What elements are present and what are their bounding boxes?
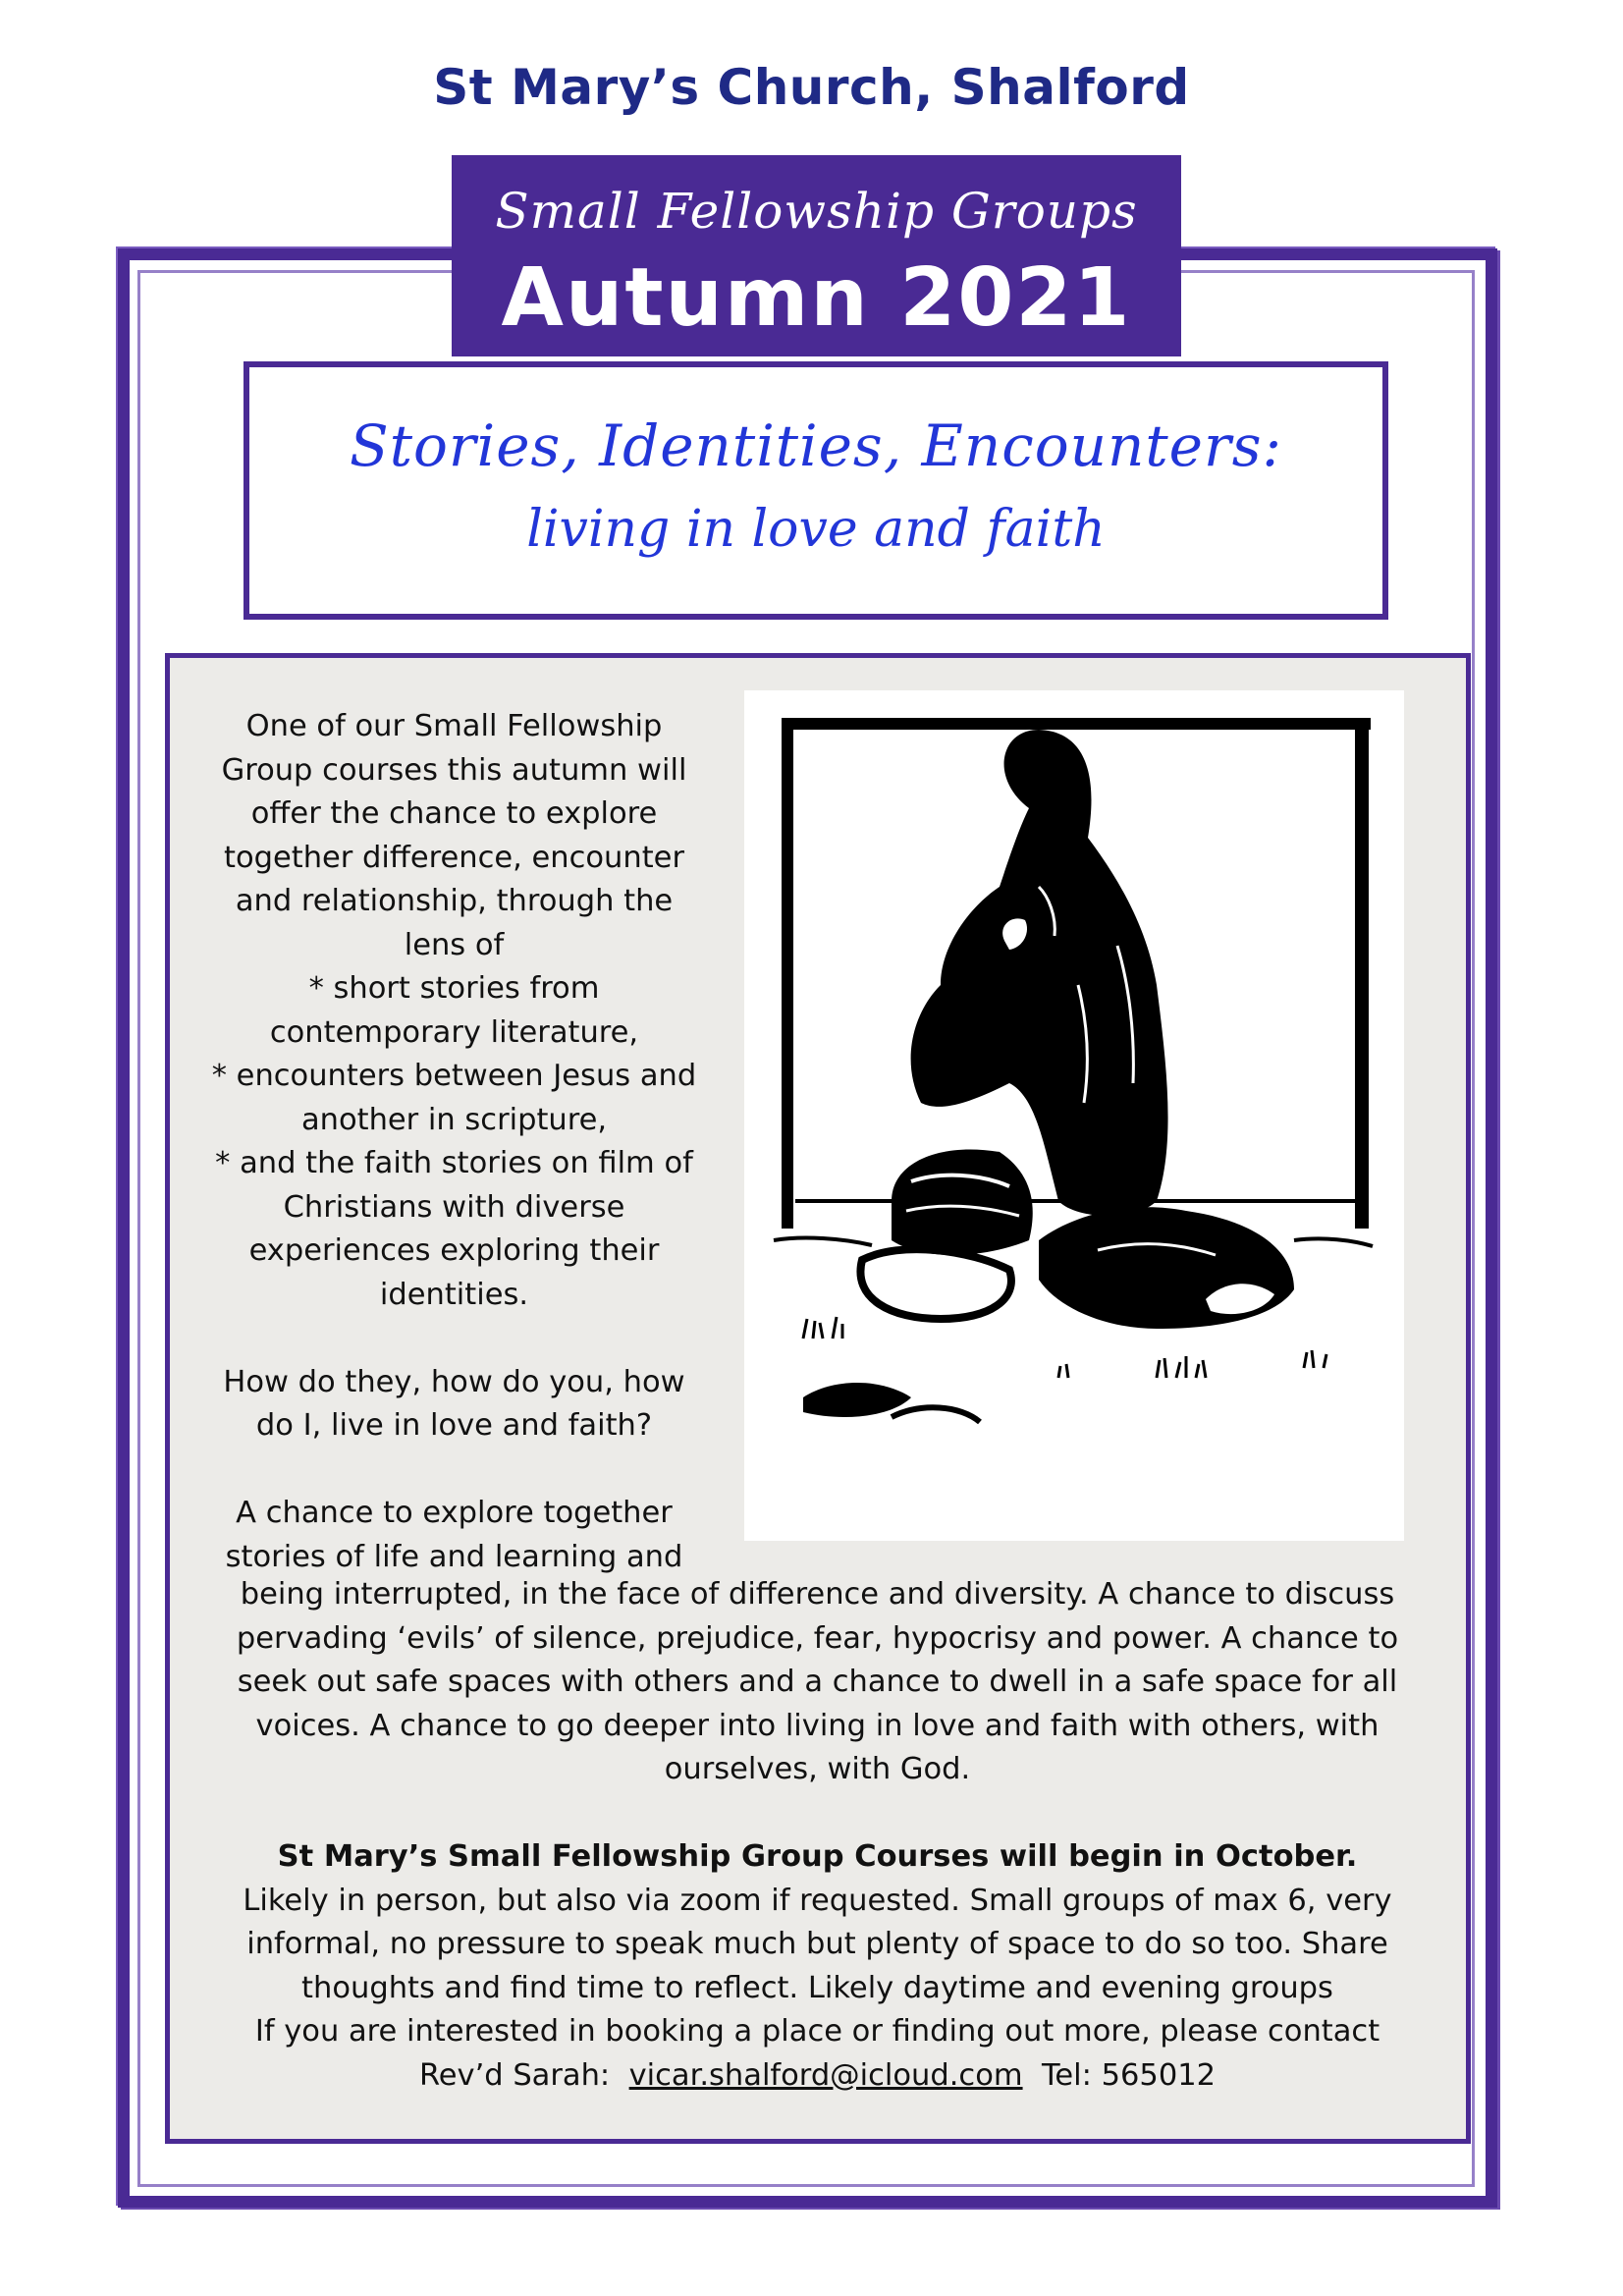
header-banner: [452, 155, 1181, 356]
intro-line: One of our Small Fellowship: [245, 709, 663, 743]
woodcut-figure-kneeling-icon: [744, 690, 1404, 1541]
details-line: thoughts and find time to reflect. Likely daytime and evening groups: [301, 1970, 1333, 2005]
intro-line: contemporary literature,: [269, 1014, 639, 1050]
intro-line: lens of: [404, 927, 505, 962]
chance-continued-line: seek out safe spaces with others and a chance to dwell in a safe space for all: [237, 1665, 1398, 1699]
intro-line: together difference, encounter: [224, 840, 684, 875]
intro-column: [196, 705, 712, 1579]
intro-line: * encounters between Jesus and: [211, 1059, 697, 1093]
intro-line: * short stories from: [308, 971, 600, 1006]
intro-line: Group courses this autumn will: [221, 752, 687, 788]
banner-title: Autumn 2021: [501, 251, 1132, 345]
details-line: If you are interested in booking a place or finding out more, please contact: [254, 2014, 1380, 2049]
banner-subtitle: Small Fellowship Groups: [495, 183, 1138, 240]
chance-line: A chance to explore together: [236, 1496, 673, 1530]
theme-subtitle: living in love and faith: [526, 500, 1106, 559]
church-title: St Mary’s Church, Shalford: [433, 59, 1190, 116]
chance-continued-line: voices. A chance to go deeper into living in love and faith with others, with: [255, 1708, 1380, 1743]
chance-continued-line: being interrupted, in the face of difference and diversity. A chance to discuss: [240, 1577, 1395, 1612]
contact-line: [206, 2054, 1429, 2099]
chance-line: stories of life and learning and: [225, 1539, 683, 1574]
question-line: How do they, how do you, how: [223, 1364, 685, 1399]
chance-continued-line: pervading ‘evils’ of silence, prejudice, fear, hypocrisy and power. A chance to: [236, 1620, 1399, 1656]
details-line: informal, no pressure to speak much but plenty of space to do so too. Share: [246, 1927, 1388, 1961]
intro-line: Christians with diverse: [283, 1189, 625, 1225]
question-line: do I, live in love and faith?: [255, 1408, 653, 1443]
chance-continued-line: ourselves, with God.: [664, 1752, 971, 1786]
body-text: [206, 1573, 1429, 2098]
intro-line: experiences exploring their: [248, 1233, 660, 1268]
email-link[interactable]: vicar.shalford@icloud.com: [628, 2057, 1023, 2093]
intro-line: another in scripture,: [300, 1102, 608, 1137]
intro-line: and relationship, through the: [235, 884, 674, 918]
intro-line: * and the faith stories on film of: [215, 1146, 693, 1180]
intro-line: identities.: [379, 1277, 529, 1312]
intro-line: offer the chance to explore: [250, 796, 658, 831]
theme-box: [243, 361, 1388, 620]
contact-phone: Tel: 565012: [1022, 2057, 1217, 2093]
announcement: St Mary’s Small Fellowship Group Courses will begin in October.: [277, 1839, 1358, 1874]
details-line: Likely in person, but also via zoom if requested. Small groups of max 6, very: [243, 1883, 1392, 1918]
contact-prefix: Rev’d Sarah:: [418, 2057, 629, 2093]
theme-title: Stories, Identities, Encounters:: [349, 412, 1283, 479]
